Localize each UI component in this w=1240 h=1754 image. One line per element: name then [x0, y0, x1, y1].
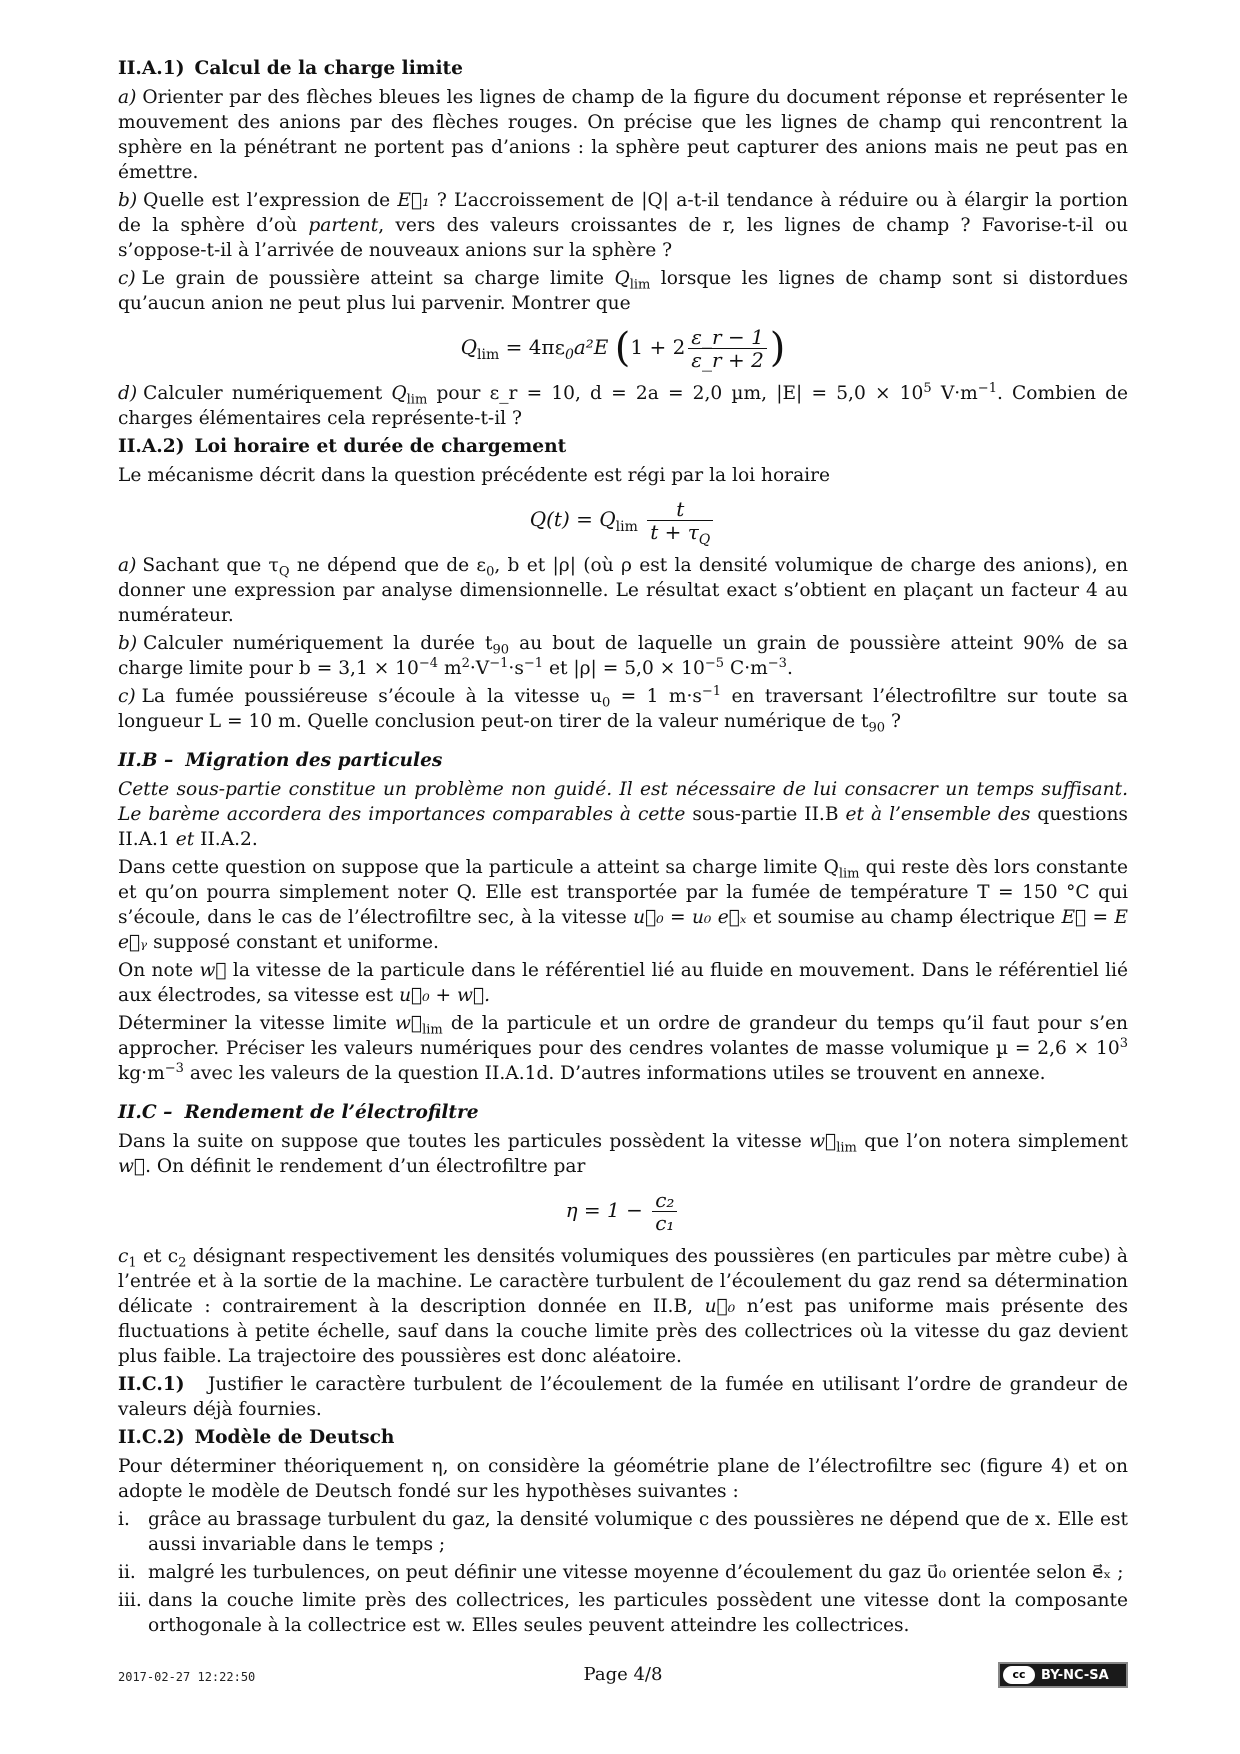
italic-text: et: [175, 829, 195, 850]
eq-denominator: c₁: [655, 1211, 675, 1235]
question-text: Calculer numériquement la durée t: [143, 633, 493, 654]
superscript: −1: [489, 655, 509, 671]
question-text: au bout de laquelle un grain de poussière atteint 90% de sa charge limite pour b = 3,1 × 10: [118, 633, 1128, 679]
text: sous-partie II.B: [692, 804, 839, 825]
text: Justifier le caractère turbulent de l’écoulement de la fumée en utilisant l’ordre de grandeur de valeurs déjà fournies.: [118, 1374, 1128, 1420]
eq-fraction: [647, 497, 713, 548]
text: supposé constant et uniforme.: [153, 932, 439, 953]
license-badge[interactable]: [998, 1662, 1128, 1688]
page-content: [118, 56, 1128, 1641]
question-a: [118, 85, 1128, 185]
text: que l’on notera simplement: [864, 1131, 1128, 1152]
paragraph: [118, 1011, 1128, 1086]
question-d: [118, 381, 1128, 431]
section-heading-IIB: [118, 748, 1128, 773]
text: Déterminer la vitesse limite: [118, 1013, 387, 1034]
question-label: c): [118, 686, 136, 707]
list-number: ii.: [118, 1562, 136, 1583]
question-text: Quelle est l’expression de: [143, 190, 391, 211]
section-title: Modèle de Deutsch: [194, 1427, 395, 1448]
question-text: . Combien de charges élémentaires cela représente-t-il ?: [118, 383, 1129, 429]
subscript: 90: [868, 720, 886, 736]
subscript: 1: [128, 1255, 137, 1271]
intro-note: [118, 777, 1128, 852]
section-title: Rendement de l’électrofiltre: [184, 1102, 479, 1123]
symbol-u0: u⃗₀ = u₀ e⃗ₓ: [633, 907, 747, 928]
question-label: c): [118, 268, 136, 289]
license-label: BY-NC-SA: [1041, 1667, 1109, 1683]
eq-symbol: Q: [460, 335, 477, 359]
symbol-Q: Q: [391, 383, 407, 404]
eq-numerator: ε_r − 1: [688, 326, 767, 349]
question-text: Le grain de poussière atteint sa charge limite: [141, 268, 604, 289]
text: qui reste dès lors constante et qu’on pourra simplement noter Q. Elle est transportée par la fumée de température T = 150 °C qui s’écoule, dans le cas de l’électrofiltre sec, à la vitesse: [118, 857, 1128, 928]
cc-icon: cc: [1003, 1666, 1035, 1684]
question-label: a): [118, 555, 137, 576]
text: Dans la suite on suppose que toutes les particules possèdent la vitesse: [118, 1131, 802, 1152]
question-text: en traversant l’électrofiltre sur toute sa longueur L = 10 m. Quelle conclusion peut-on tirer de la valeur numérique de t: [118, 686, 1128, 732]
question-text: lorsque les lignes de champ sont si distordues qu’aucun anion ne peut plus lui parvenir. Montrer que: [118, 268, 1129, 314]
eq-subscript: Q: [698, 532, 711, 548]
eq-term: Q(t) = Q: [529, 507, 616, 531]
eq-term: a²E: [573, 335, 609, 359]
text: avec les valeurs de la question II.A.1d. D’autres informations utiles se trouvent en annexe.: [189, 1063, 1046, 1084]
superscript: −3: [164, 1060, 184, 1076]
paragraph: [118, 1244, 1128, 1369]
hypotheses-list: [118, 1507, 1128, 1638]
question-text: Calculer numériquement: [143, 383, 383, 404]
section-number: II.C.2): [118, 1427, 185, 1448]
symbol-u0: u⃗₀: [704, 1296, 736, 1317]
text: et c: [142, 1246, 179, 1267]
question-text: ·V: [469, 658, 490, 679]
section-number: II.C.1): [118, 1374, 185, 1395]
symbol-wlim: w⃗: [809, 1131, 837, 1152]
list-item: [118, 1588, 1128, 1638]
section-title: Migration des particules: [185, 750, 443, 771]
italic-text: Cette sous-partie constitue un problème non guidé. Il est nécessaire de lui consacrer un temps suffisant. Le barème accordera des importances comparables à cette: [118, 779, 1128, 825]
text: Dans cette question on suppose que la particule a atteint sa charge limite Q: [118, 857, 839, 878]
page-number: Page 4/8: [583, 1664, 663, 1685]
list-item: [118, 1560, 1128, 1585]
question-text: Orienter par des flèches bleues les lignes de champ de la figure du document réponse et représenter le mouvement des anions par des flèches rouges. On précise que les lignes de champ qui rencontrent la sphère en la pénétrant ne portent pas d’anions : la sphère peut capturer des anions mais ne peut pas en émettre.: [118, 87, 1128, 183]
question-text: ? L’accroissement de |Q| a-t-il tendance à réduire ou à élargir la portion de la sphère d’où: [118, 190, 1128, 236]
subscript: 0: [601, 695, 611, 711]
text: et soumise au champ électrique: [752, 907, 1056, 928]
question-text: pour ε_r = 10, d = 2a = 2,0 µm, |E| = 5,0 × 10: [436, 383, 924, 404]
list-number: i.: [118, 1509, 130, 1530]
superscript: 5: [923, 380, 932, 396]
superscript: −1: [701, 683, 722, 699]
text: désignant respectivement les densités volumiques des poussières (en particules par mètre cube) à l’entrée et à la sortie de la machine. Le caractère turbulent de l’écoulement du gaz rend sa détermination délicate : contrairement à la description donnée en II.B,: [118, 1246, 1128, 1317]
section-heading-IIA2: [118, 434, 1128, 459]
list-item: [118, 1507, 1128, 1557]
section-heading-IIC2: [118, 1425, 1128, 1450]
question-text: Sachant que τ: [142, 555, 279, 576]
question-text: .: [786, 658, 793, 679]
page-footer: [118, 1662, 1128, 1692]
question-text: ?: [890, 711, 901, 732]
question-a: [118, 553, 1128, 628]
question-text: = 1 m·s: [620, 686, 702, 707]
eq-term: η = 1 −: [565, 1198, 643, 1222]
question-b: [118, 631, 1128, 681]
question-label: d): [118, 383, 138, 404]
subscript: 2: [178, 1255, 187, 1271]
list-text: grâce au brassage turbulent du gaz, la densité volumique c des poussières ne dépend que de x. Elle est aussi invariable dans le temps ;: [148, 1509, 1128, 1555]
superscript: 3: [1119, 1035, 1128, 1051]
superscript: −5: [704, 655, 725, 671]
eq-fraction: [688, 326, 767, 371]
paragraph: [118, 1129, 1128, 1179]
text: la vitesse de la particule dans le référentiel lié au fluide en mouvement. Dans le référentiel lié aux électrodes, sa vitesse est: [118, 960, 1128, 1006]
equation-eta: [118, 1189, 1128, 1234]
eq-term: 4πε: [528, 335, 565, 359]
equation-qt: [118, 497, 1128, 548]
superscript: −3: [767, 655, 787, 671]
question-text: ·s: [508, 658, 524, 679]
eq-denominator: [647, 520, 713, 548]
equation-qlim: $Q_{lim} = 4\pi\varepsilon_0a^2E$ (1 + 2 $\frac{\varepsilon\_r - 1}{\varepsilon\_r + 2}$ ): [460, 325, 786, 372]
text: . On définit le rendement d’un électrofiltre par: [145, 1156, 586, 1177]
symbol-w: w⃗: [118, 1156, 146, 1177]
question-text: , b et |ρ| (où ρ est la densité volumique de charge des anions), en donner une expression par analyse dimensionnelle. Le résultat exact s’obtient en plaçant un facteur 4 au numérateur.: [118, 555, 1129, 626]
question-text: C·m: [729, 658, 768, 679]
footer-date: 2017-02-27 12:22:50: [118, 1670, 256, 1684]
text: n’est pas uniforme mais présente des fluctuations à petite échelle, sauf dans la couche limite près des collectrices où la vitesse du gaz devient plus faible. La trajectoire des poussières est donc aléatoire.: [118, 1296, 1128, 1367]
eq-term: 1 + 2: [630, 335, 686, 359]
section-heading-IIC: [118, 1100, 1128, 1125]
text: de la particule et un ordre de grandeur du temps qu’il faut pour s’en approcher. Préciser les valeurs numériques pour des cendres volantes de masse volumique µ = 2,6 × 10: [118, 1013, 1129, 1059]
subscript: lim: [629, 277, 651, 293]
subscript: lim: [836, 1140, 857, 1156]
section-IIC1: [118, 1372, 1128, 1422]
subscript: lim: [838, 866, 860, 882]
subscript: 0: [486, 564, 495, 580]
paragraph: Pour déterminer théoriquement η, on considère la géométrie plane de l’électrofiltre sec (figure 4) et on adopte le modèle de Deutsch fondé sur les hypothèses suivantes :: [118, 1456, 1128, 1502]
list-text: malgré les turbulences, on peut définir une vitesse moyenne d’écoulement du gaz u⃗₀ orientée selon e⃗ₓ ;: [148, 1562, 1124, 1583]
eq-subscript: 0: [564, 347, 574, 363]
eq-subscript: lim: [476, 347, 500, 363]
section-number: II.B –: [118, 750, 174, 771]
section-number: II.A.2): [118, 436, 185, 457]
text: kg·m: [118, 1063, 165, 1084]
question-label: b): [118, 633, 138, 654]
question-text: m: [443, 658, 462, 679]
text: II.A.2.: [200, 829, 258, 850]
symbol-wlim: w⃗: [395, 1013, 423, 1034]
section-title: Loi horaire et durée de chargement: [194, 436, 567, 457]
question-text: et |ρ| = 5,0 × 10: [548, 658, 705, 679]
superscript: −1: [523, 655, 544, 671]
section-number: II.A.1): [118, 58, 185, 79]
list-number: iii.: [118, 1590, 142, 1611]
symbol-E1: E⃗₁: [397, 190, 430, 211]
question-text: La fumée poussiéreuse s’écoule à la vitesse u: [141, 686, 602, 707]
subscript: Q: [278, 564, 290, 580]
question-c: [118, 684, 1128, 734]
question-b: [118, 188, 1128, 263]
symbol-E: E⃗ = E e⃗ᵧ: [118, 907, 1128, 953]
text: questions II.A.1: [118, 804, 1128, 850]
superscript: −1: [977, 380, 997, 396]
superscript: −4: [418, 655, 439, 671]
eq-denominator: ε_r + 2: [691, 348, 764, 372]
question-label: b): [118, 190, 138, 211]
subscript: 90: [492, 642, 510, 658]
section-number: II.C –: [118, 1102, 173, 1123]
text: On note: [118, 960, 194, 981]
symbol-w: w⃗: [199, 960, 227, 981]
paragraph: [118, 855, 1128, 955]
question-text: ne dépend que de ε: [296, 555, 487, 576]
list-text: dans la couche limite près des collectrices, les particules possèdent une vitesse dont la composante orthogonale à la collectrice est w. Elles seules peuvent atteindre les collectrices.: [148, 1590, 1128, 1636]
question-text: , vers des valeurs croissantes de r, les lignes de champ ? Favorise-t-il ou s’oppose-t-il à l’arrivée de nouveaux anions sur la sphère ?: [118, 215, 1128, 261]
symbol-c: c: [118, 1246, 129, 1267]
eq-fraction: [652, 1189, 677, 1234]
italic-text: et à l’ensemble des: [845, 804, 1031, 825]
superscript: 2: [461, 655, 470, 671]
subscript: lim: [406, 392, 428, 408]
question-c: [118, 266, 1128, 316]
eq-subscript: lim: [615, 519, 638, 535]
eq-term: t + τ: [650, 520, 699, 544]
symbol-u0w: u⃗₀ + w⃗.: [399, 985, 491, 1006]
subscript: lim: [422, 1022, 443, 1038]
emphasis: partent: [308, 215, 379, 236]
paragraph: [118, 958, 1128, 1008]
paragraph: Le mécanisme décrit dans la question précédente est régi par la loi horaire: [118, 465, 830, 486]
section-title: Calcul de la charge limite: [194, 58, 463, 79]
eq-numerator: t: [647, 498, 713, 521]
question-text: V·m: [940, 383, 978, 404]
section-heading-IIA1: [118, 56, 1128, 81]
question-label: a): [118, 87, 137, 108]
eq-numerator: c₂: [652, 1189, 677, 1212]
symbol-Q: Q: [614, 268, 630, 289]
